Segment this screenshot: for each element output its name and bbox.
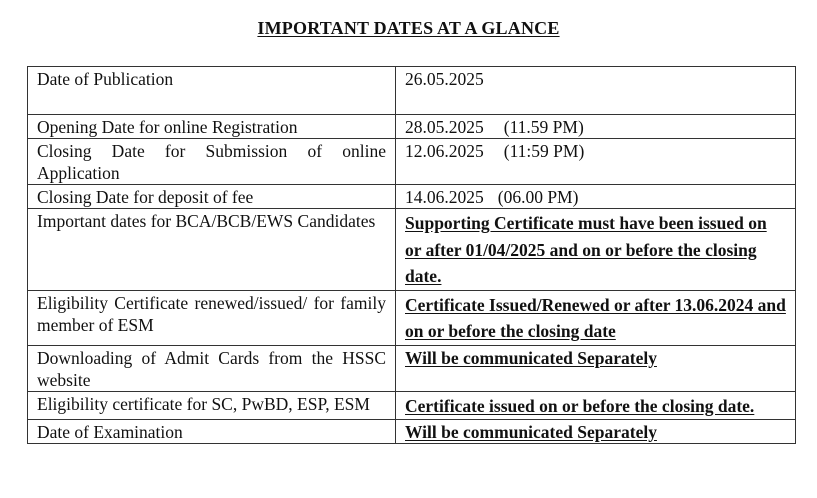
time-value: (11:59 PM) — [503, 141, 585, 161]
table-row — [28, 115, 796, 139]
row-label: Downloading of Admit Cards from the HSSC website — [28, 345, 396, 391]
time-value: (11.59 PM) — [503, 117, 584, 137]
row-label: Closing Date for deposit of fee — [28, 185, 396, 209]
row-value — [396, 139, 796, 185]
table-row — [28, 290, 796, 345]
row-value: Will be communicated Separately — [396, 420, 796, 444]
date-value: 26.05.2025 — [405, 69, 484, 89]
row-label: Important dates for BCA/BCB/EWS Candidates — [28, 209, 396, 291]
table-row — [28, 391, 796, 420]
row-value: Certificate Issued/Renewed or after 13.06.2024 and on or before the closing date — [396, 290, 796, 345]
date-value: 14.06.2025 — [405, 187, 484, 207]
page-title: IMPORTANT DATES AT A GLANCE — [257, 18, 560, 38]
table-row — [28, 420, 796, 444]
table-row — [28, 185, 796, 209]
row-label: Date of Examination — [28, 420, 396, 444]
row-label: Eligibility Certificate renewed/issued/ for family member of ESM — [28, 290, 396, 345]
date-value: 12.06.2025 — [405, 141, 484, 161]
row-value — [396, 67, 796, 115]
table-row — [28, 67, 796, 115]
row-value — [396, 185, 796, 209]
row-value: Will be communicated Separately — [396, 345, 796, 391]
important-dates-table — [27, 66, 796, 444]
date-value: 28.05.2025 — [405, 117, 484, 137]
table-row — [28, 209, 796, 291]
row-label: Closing Date for Submission of online Application — [28, 139, 396, 185]
table-row — [28, 139, 796, 185]
row-value: Supporting Certificate must have been issued on or after 01/04/2025 and on or before the closing date. — [396, 209, 796, 291]
table-row — [28, 345, 796, 391]
time-value: (06.00 PM) — [497, 187, 579, 207]
row-value — [396, 115, 796, 139]
row-label: Opening Date for online Registration — [28, 115, 396, 139]
row-label: Eligibility certificate for SC, PwBD, ESP, ESM — [28, 391, 396, 420]
row-value: Certificate issued on or before the closing date. — [396, 391, 796, 420]
row-label: Date of Publication — [28, 67, 396, 115]
